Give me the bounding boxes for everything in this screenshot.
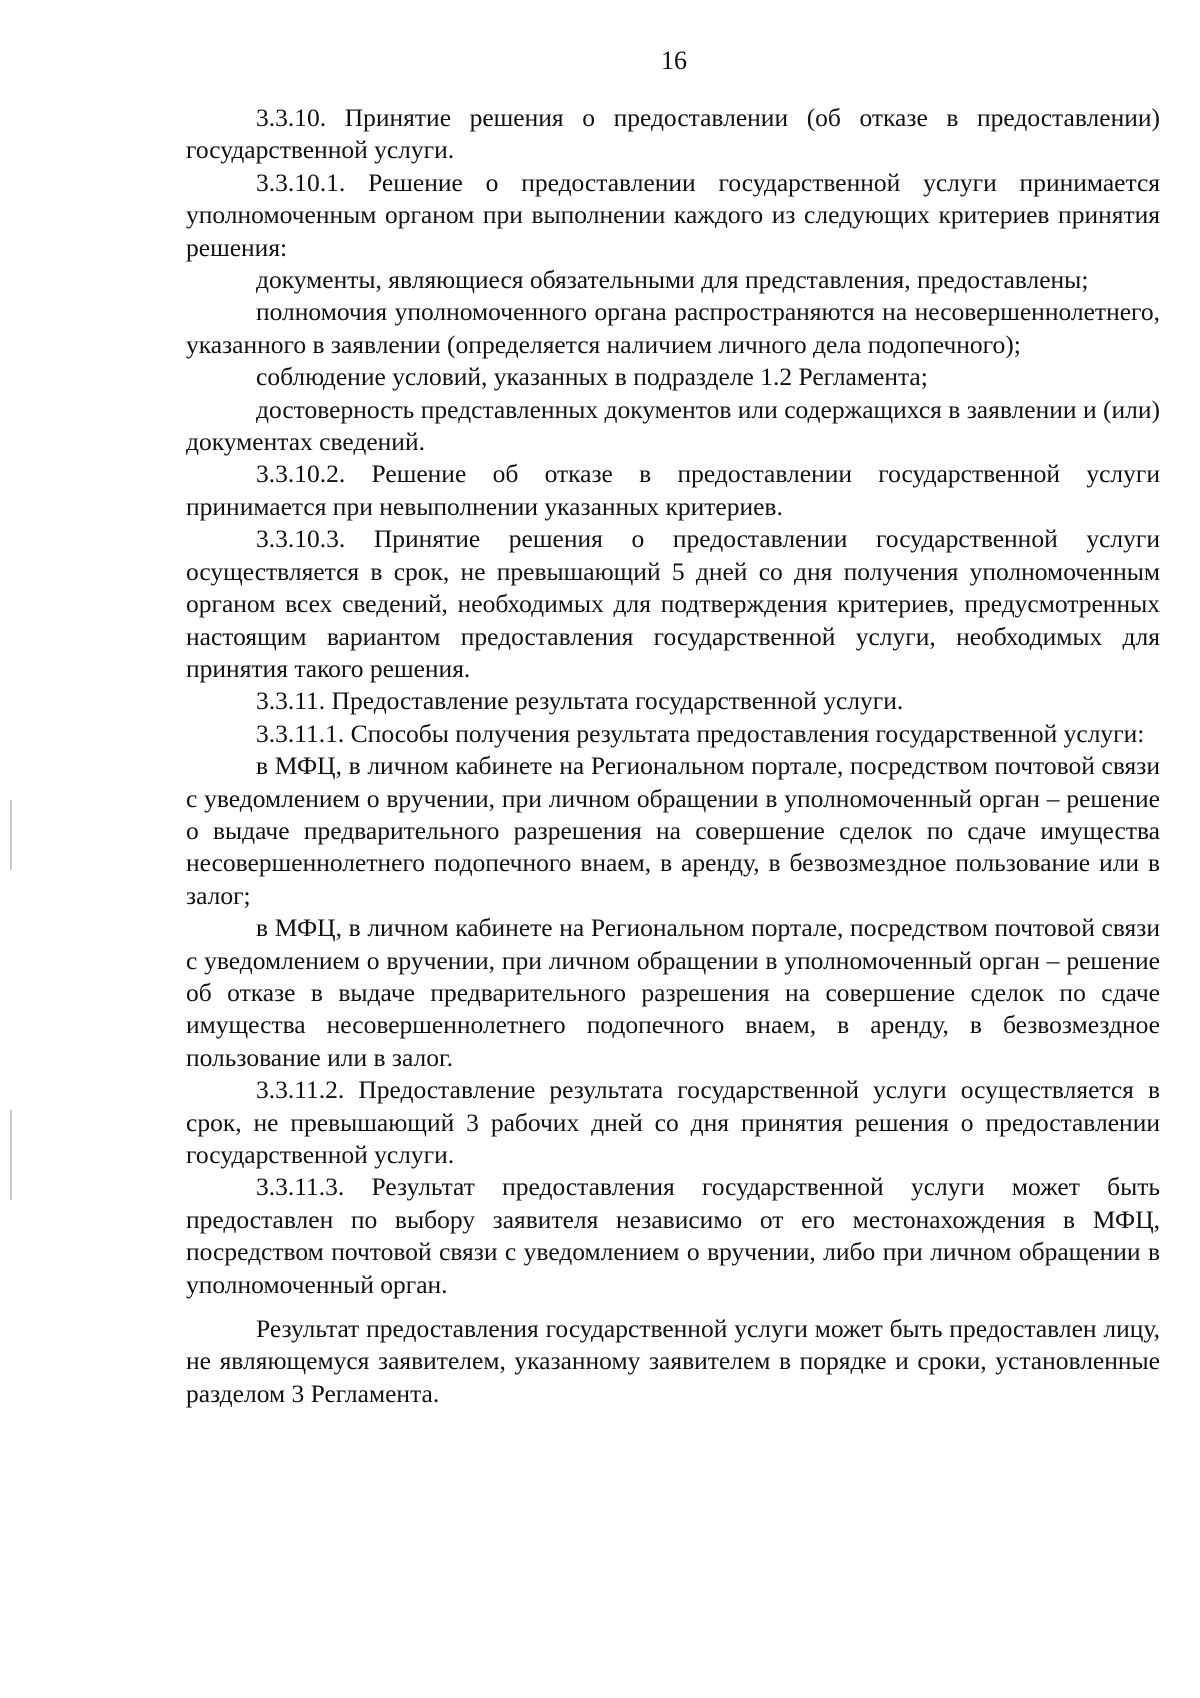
paragraph-3-3-10-3: 3.3.10.3. Принятие решения о предоставлении государственной услуги осуществляется в срок, не превышающий 5 дней со дня получения уполномоченным органом всех сведений, необходимых для подтверждения критериев, предусмотренных настоящим вариантом предоставления государственной услуги, необходимых для принятия такого решения. — [186, 524, 1160, 683]
paragraph-result-third-party: Результат предоставления государственной услуги может быть предоставлен лицу, не являющемуся заявителем, указанному заявителем в порядке и сроки, установленные разделом 3 Регламента. — [186, 1314, 1160, 1408]
section-heading-3-3-10: 3.3.10. Принятие решения о предоставлении (об отказе в предоставлении) государственной услуги. — [186, 103, 1160, 165]
section-heading-3-3-11: 3.3.11. Предоставление результата государственной услуги. — [256, 686, 904, 716]
page-number: 16 — [661, 46, 687, 75]
paragraph-3-3-10-1: 3.3.10.1. Решение о предоставлении государственной услуги принимается уполномоченным органом при выполнении каждого из следующих критериев принятия решения: — [186, 167, 1160, 262]
paragraph-3-3-11-3: 3.3.11.3. Результат предоставления государственной услуги может быть предоставлен по выбору заявителя независимо от его местонахождения в МФЦ, посредством почтовой связи с уведомлением о вручении, либо при личном обращении в уполномоченный орган. — [186, 1172, 1160, 1299]
paragraph-3-3-10-2: 3.3.10.2. Решение об отказе в предоставлении государственной услуги принимается при невыполнении указанных критериев. — [186, 459, 1160, 521]
scan-edge-mark — [10, 800, 12, 870]
criteria-item-authority: полномочия уполномоченного органа распространяются на несовершеннолетнего, указанного в заявлении (определяется наличием личного дела подопечного); — [186, 297, 1160, 359]
document-body — [186, 102, 1160, 1410]
scan-edge-mark — [10, 1110, 12, 1200]
criteria-item-documents: документы, являющиеся обязательными для представления, предоставлены; — [256, 265, 1089, 295]
criteria-item-reliability: достоверность представленных документов или содержащихся в заявлении и (или) документах сведений. — [186, 394, 1160, 457]
criteria-item-conditions: соблюдение условий, указанных в подразделе 1.2 Регламента; — [256, 362, 928, 392]
delivery-method-refusal: в МФЦ, в личном кабинете на Региональном портале, посредством почтовой связи с уведомлением о вручении, при личном обращении в уполномоченный орган – решение об отказе в выдаче предварительного разрешения на совершение сделок по сдаче имущества несовершеннолетнего подопечного внаем, в аренду, в безвозмездное пользование или в залог. — [186, 913, 1160, 1072]
paragraph-3-3-11-2: 3.3.11.2. Предоставление результата государственной услуги осуществляется в срок, не превышающий 3 рабочих дней со дня принятия решения о предоставлении государственной услуги. — [186, 1075, 1160, 1169]
paragraph-3-3-11-1: 3.3.11.1. Способы получения результата предоставления государственной услуги: — [256, 718, 1145, 748]
delivery-method-permission: в МФЦ, в личном кабинете на Региональном портале, посредством почтовой связи с уведомлением о вручении, при личном обращении в уполномоченный орган – решение о выдаче предварительного разрешения на совершение сделок по сдаче имущества несовершеннолетнего подопечного внаем, в аренду, в безвозмездное пользование или в залог; — [186, 751, 1160, 910]
